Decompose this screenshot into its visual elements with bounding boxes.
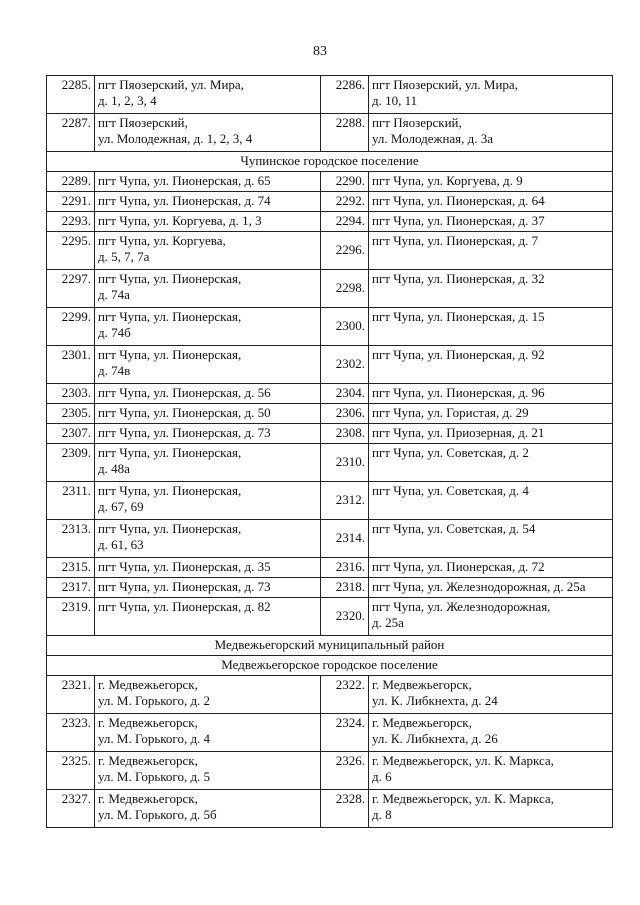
table-row — [47, 384, 613, 404]
table-row — [47, 558, 613, 578]
right-number: 2310. — [321, 444, 369, 482]
left-address: пгт Чупа, ул. Пионерская, д. 56 — [95, 384, 321, 404]
left-number: 2291. — [47, 192, 95, 212]
left-number: 2285. — [47, 76, 95, 114]
left-address: пгт Чупа, ул. Коргуева, д. 5, 7, 7а — [95, 232, 321, 270]
left-number: 2319. — [47, 598, 95, 636]
right-number: 2314. — [321, 520, 369, 558]
table-row — [47, 192, 613, 212]
left-address: г. Медвежьегорск, ул. М. Горького, д. 4 — [95, 714, 321, 752]
right-number: 2308. — [321, 424, 369, 444]
left-number: 2297. — [47, 270, 95, 308]
right-number: 2318. — [321, 578, 369, 598]
left-number: 2313. — [47, 520, 95, 558]
left-number: 2303. — [47, 384, 95, 404]
left-number: 2301. — [47, 346, 95, 384]
section-title: Медвежьегорское городское поселение — [47, 656, 613, 676]
left-address: пгт Чупа, ул. Пионерская, д. 82 — [95, 598, 321, 636]
section-title: Чупинское городское поселение — [47, 152, 613, 172]
left-number: 2311. — [47, 482, 95, 520]
left-address: пгт Чупа, ул. Пионерская, д. 50 — [95, 404, 321, 424]
left-address: пгт Чупа, ул. Пионерская, д. 61, 63 — [95, 520, 321, 558]
right-number: 2326. — [321, 752, 369, 790]
right-number: 2320. — [321, 598, 369, 636]
table-row — [47, 212, 613, 232]
table-row — [47, 676, 613, 714]
left-address: пгт Чупа, ул. Пионерская, д. 74а — [95, 270, 321, 308]
left-number: 2315. — [47, 558, 95, 578]
left-number: 2307. — [47, 424, 95, 444]
right-number: 2288. — [321, 114, 369, 152]
right-address: пгт Чупа, ул. Пионерская, д. 32 — [369, 270, 613, 308]
right-number: 2294. — [321, 212, 369, 232]
left-address: пгт Пяозерский, ул. Молодежная, д. 1, 2, 3, 4 — [95, 114, 321, 152]
left-address: пгт Чупа, ул. Пионерская, д. 74 — [95, 192, 321, 212]
right-number: 2322. — [321, 676, 369, 714]
left-address: г. Медвежьегорск, ул. М. Горького, д. 5 — [95, 752, 321, 790]
right-number: 2304. — [321, 384, 369, 404]
table-row — [47, 752, 613, 790]
table-row — [47, 714, 613, 752]
table-row — [47, 172, 613, 192]
right-address: г. Медвежьегорск, ул. К. Либкнехта, д. 24 — [369, 676, 613, 714]
left-address: пгт Пяозерский, ул. Мира, д. 1, 2, 3, 4 — [95, 76, 321, 114]
table-row — [47, 346, 613, 384]
table-row — [47, 482, 613, 520]
left-address: г. Медвежьегорск, ул. М. Горького, д. 5б — [95, 790, 321, 828]
left-number: 2323. — [47, 714, 95, 752]
right-number: 2292. — [321, 192, 369, 212]
right-number: 2290. — [321, 172, 369, 192]
left-number: 2309. — [47, 444, 95, 482]
right-number: 2306. — [321, 404, 369, 424]
left-address: пгт Чупа, ул. Пионерская, д. 35 — [95, 558, 321, 578]
page-number: 83 — [313, 44, 327, 59]
right-number: 2312. — [321, 482, 369, 520]
right-address: пгт Чупа, ул. Советская, д. 2 — [369, 444, 613, 482]
table-row — [47, 308, 613, 346]
right-number: 2324. — [321, 714, 369, 752]
right-address: пгт Чупа, ул. Пионерская, д. 72 — [369, 558, 613, 578]
left-number: 2305. — [47, 404, 95, 424]
left-address: пгт Чупа, ул. Коргуева, д. 1, 3 — [95, 212, 321, 232]
right-address: пгт Чупа, ул. Пионерская, д. 7 — [369, 232, 613, 270]
section-title: Медвежьегорский муниципальный район — [47, 636, 613, 656]
left-number: 2321. — [47, 676, 95, 714]
table-row — [47, 404, 613, 424]
table-row — [47, 76, 613, 114]
left-number: 2295. — [47, 232, 95, 270]
table-row — [47, 114, 613, 152]
right-number: 2316. — [321, 558, 369, 578]
section-row — [47, 656, 613, 676]
table-row — [47, 424, 613, 444]
left-address: г. Медвежьегорск, ул. М. Горького, д. 2 — [95, 676, 321, 714]
table-row — [47, 790, 613, 828]
address-table-body — [47, 76, 613, 828]
table-row — [47, 270, 613, 308]
left-address: пгт Чупа, ул. Пионерская, д. 65 — [95, 172, 321, 192]
right-number: 2302. — [321, 346, 369, 384]
right-address: г. Медвежьегорск, ул. К. Маркса, д. 8 — [369, 790, 613, 828]
right-address: пгт Чупа, ул. Железнодорожная, д. 25а — [369, 598, 613, 636]
right-address: пгт Пяозерский, ул. Молодежная, д. 3а — [369, 114, 613, 152]
section-row — [47, 152, 613, 172]
left-address: пгт Чупа, ул. Пионерская, д. 48а — [95, 444, 321, 482]
right-address: пгт Чупа, ул. Коргуева, д. 9 — [369, 172, 613, 192]
section-row — [47, 636, 613, 656]
right-address: пгт Чупа, ул. Приозерная, д. 21 — [369, 424, 613, 444]
right-address: г. Медвежьегорск, ул. К. Маркса, д. 6 — [369, 752, 613, 790]
table-row — [47, 578, 613, 598]
right-address: пгт Чупа, ул. Пионерская, д. 96 — [369, 384, 613, 404]
right-number: 2286. — [321, 76, 369, 114]
left-address: пгт Чупа, ул. Пионерская, д. 73 — [95, 578, 321, 598]
table-row — [47, 598, 613, 636]
right-number: 2298. — [321, 270, 369, 308]
left-address: пгт Чупа, ул. Пионерская, д. 67, 69 — [95, 482, 321, 520]
right-address: пгт Пяозерский, ул. Мира, д. 10, 11 — [369, 76, 613, 114]
left-address: пгт Чупа, ул. Пионерская, д. 74б — [95, 308, 321, 346]
right-address: пгт Чупа, ул. Железнодорожная, д. 25а — [369, 578, 613, 598]
left-address: пгт Чупа, ул. Пионерская, д. 73 — [95, 424, 321, 444]
table-row — [47, 232, 613, 270]
left-number: 2299. — [47, 308, 95, 346]
right-number: 2328. — [321, 790, 369, 828]
left-number: 2317. — [47, 578, 95, 598]
left-address: пгт Чупа, ул. Пионерская, д. 74в — [95, 346, 321, 384]
left-number: 2327. — [47, 790, 95, 828]
address-table — [46, 75, 613, 828]
right-address: пгт Чупа, ул. Советская, д. 54 — [369, 520, 613, 558]
right-address: г. Медвежьегорск, ул. К. Либкнехта, д. 26 — [369, 714, 613, 752]
table-row — [47, 520, 613, 558]
right-address: пгт Чупа, ул. Пионерская, д. 92 — [369, 346, 613, 384]
right-address: пгт Чупа, ул. Пионерская, д. 37 — [369, 212, 613, 232]
left-number: 2325. — [47, 752, 95, 790]
right-number: 2300. — [321, 308, 369, 346]
right-address: пгт Чупа, ул. Советская, д. 4 — [369, 482, 613, 520]
right-address: пгт Чупа, ул. Пионерская, д. 15 — [369, 308, 613, 346]
left-number: 2287. — [47, 114, 95, 152]
left-number: 2289. — [47, 172, 95, 192]
left-number: 2293. — [47, 212, 95, 232]
right-address: пгт Чупа, ул. Пионерская, д. 64 — [369, 192, 613, 212]
table-row — [47, 444, 613, 482]
right-address: пгт Чупа, ул. Гористая, д. 29 — [369, 404, 613, 424]
right-number: 2296. — [321, 232, 369, 270]
